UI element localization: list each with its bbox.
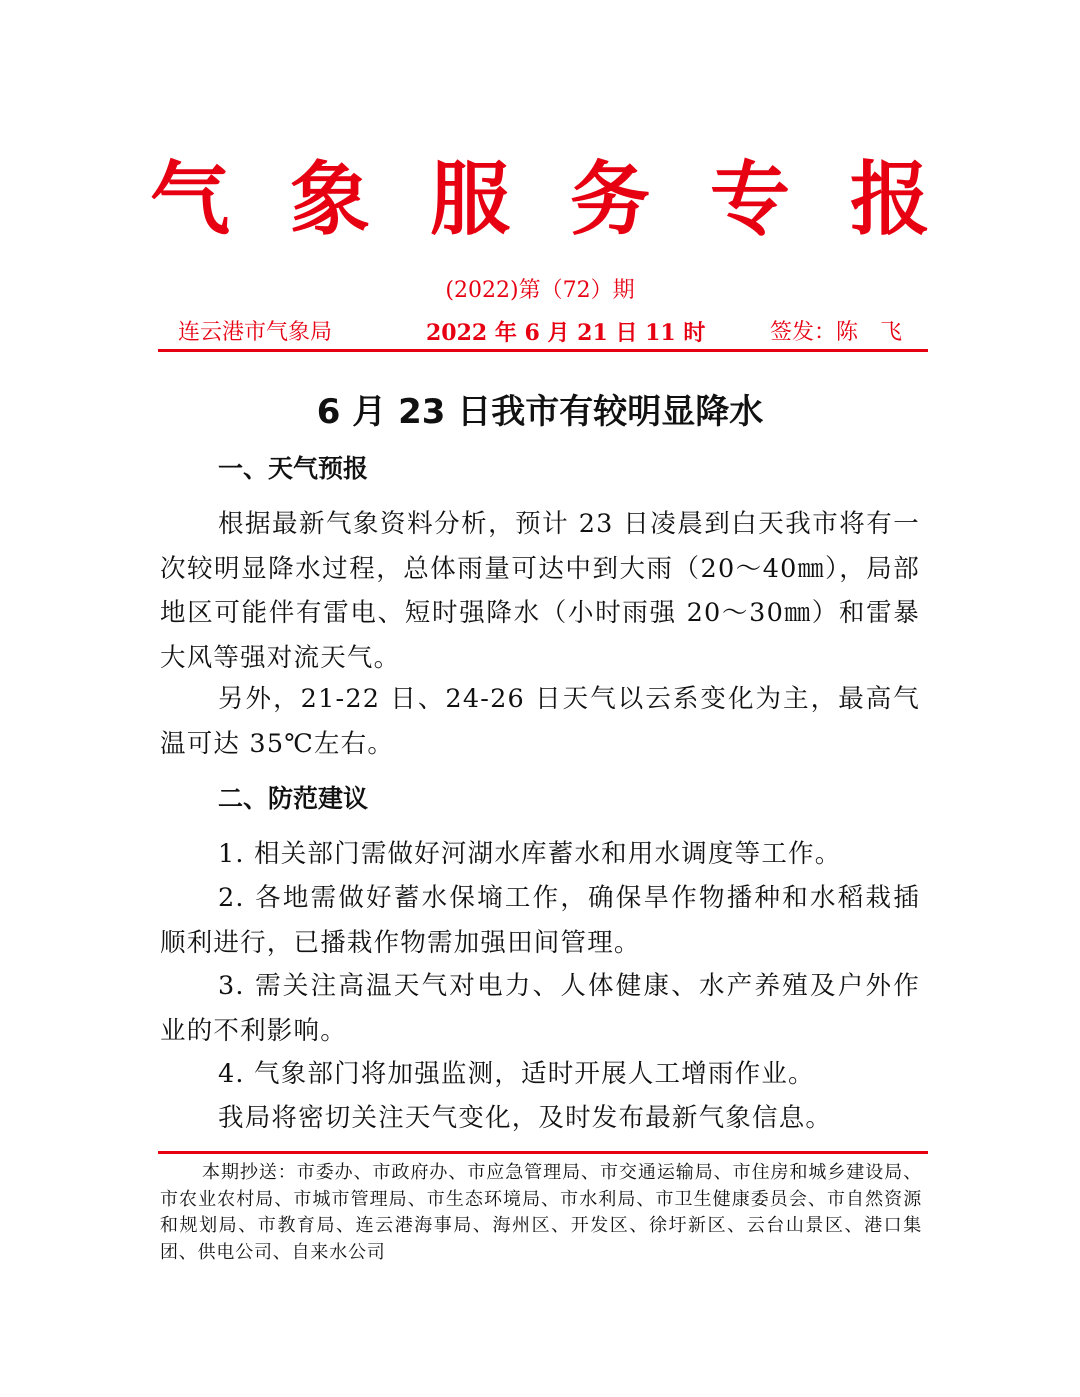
advice-item: 1. 相关部门需做好河湖水库蓄水和用水调度等工作。 [218, 839, 842, 869]
forecast-paragraph: 根据最新气象资料分析，预计 23 日凌晨到白天我市将有一次较明显降水过程，总体雨量可达中到大雨（20～40㎜），局部地区可能伴有雷电、短时强降水（小时雨强 20～30㎜）和雷暴大风等强对流天气。 [160, 509, 920, 673]
footer-divider [158, 1151, 928, 1154]
advice-item: 2. 各地需做好蓄水保墒工作，确保旱作物播种和水稻栽插顺利进行，已播栽作物需加强田间管理。 [160, 883, 920, 958]
closing-statement: 我局将密切关注天气变化，及时发布最新气象信息。 [218, 1103, 833, 1133]
forecast-paragraph: 另外，21-22 日、24-26 日天气以云系变化为主，最高气温可达 35℃左右。 [160, 684, 920, 759]
issue-datetime: 2022 年 6 月 21 日 11 时 [426, 320, 706, 346]
issue-number: (2022)第（72）期 [445, 278, 635, 303]
masthead-char: 报 [850, 153, 930, 246]
section-title-forecast: 一、天气预报 [218, 454, 369, 483]
section-title-advice: 二、防范建议 [218, 784, 369, 813]
header-divider [158, 349, 928, 352]
masthead-char: 务 [570, 153, 650, 246]
distribution-list: 本期抄送：市委办、市政府办、市应急管理局、市交通运输局、市住房和城乡建设局、市农业农村局、市城市管理局、市生态环境局、市水利局、市卫生健康委员会、市自然资源和规划局、市教育局、连云港海事局、海州区、开发区、徐圩新区、云台山景区、港口集团、供电公司、自来水公司 [160, 1162, 922, 1263]
masthead-char: 服 [430, 153, 510, 246]
masthead-char: 专 [710, 153, 790, 246]
signer: 签发：陈 飞 [769, 320, 902, 345]
issuing-organization: 连云港市气象局 [178, 320, 333, 345]
masthead-char: 气 [150, 153, 230, 246]
bulletin-headline: 6 月 23 日我市有较明显降水 [316, 392, 764, 432]
masthead-title [150, 155, 930, 245]
advice-item: 4. 气象部门将加强监测，适时开展人工增雨作业。 [218, 1059, 815, 1089]
masthead-char: 象 [290, 153, 370, 246]
advice-item: 3. 需关注高温天气对电力、人体健康、水产养殖及户外作业的不利影响。 [160, 971, 920, 1046]
issuance-meta-row [178, 318, 902, 348]
